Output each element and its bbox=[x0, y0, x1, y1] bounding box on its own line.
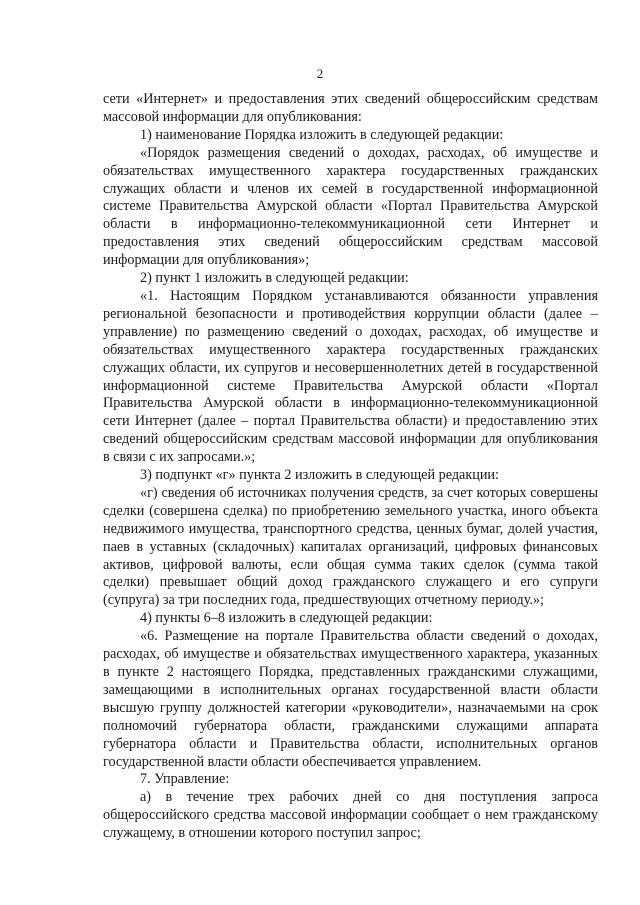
paragraph-10: 7. Управление: bbox=[140, 771, 230, 788]
paragraph-11: а) в течение трех рабочих дней со дня поступления запроса общероссийского средства массовой информации сообщает о нем гражданскому служащему, в отношении которого поступил запрос; bbox=[103, 789, 598, 842]
paragraph-7: «г) сведения об источниках получения средств, за счет которых совершены сделки (совершена сделка) по приобретению земельного участка, иного объекта недвижимого имущества, транспортного средства, ценных бумаг, долей участия, паев в уставных (складочных) капиталах организаций, цифровых финансовых активов, цифровой валюты, если общая сумма таких сделок (сумма такой сделки) превышает общий доход гражданского служащего и его супруги (супруга) за три последних года, предшествующих отчетному периоду.»; bbox=[103, 484, 598, 609]
paragraph-1: сети «Интернет» и предоставления этих сведений общероссийским средствам массовой информации для опубликования: bbox=[103, 91, 598, 125]
paragraph-3: «Порядок размещения сведений о доходах, расходах, об имуществе и обязательствах имущественного характера государственных гражданских служащих области и членов их семей в государственной информационной системе Правительства Амурской области «Портал Правительства Амурской области в информационно-телекоммуникационной сети Интернет и предоставления этих сведений общероссийским средствам массовой информации для опубликования»; bbox=[103, 144, 598, 269]
paragraph-9: «6. Размещение на портале Правительства области сведений о доходах, расходах, об имуществе и обязательствах имущественного характера, указанных в пункте 2 настоящего Порядка, представленных гражданскими служащими, замещающими в исполнительных органах государственной власти области высшую группу должностей категории «руководители», назначаемыми на срок полномочий губернатора области, гражданскими служащими аппарата губернатора области и Правительства области, исполнительных органов государственной власти области обеспечивается управлением. bbox=[103, 628, 598, 770]
document-body bbox=[103, 91, 598, 843]
paragraph-5: «1. Настоящим Порядком устанавливаются обязанности управления региональной безопасности и противодействия коррупции области (далее – управление) по размещению сведений о доходах, расходах, об имуществе и обязательствах имущественного характера государственных гражданских служащих области, их супругов и несовершеннолетних детей в государственной информационной системе Правительства Амурской области «Портал Правительства Амурской области в информационно-телекоммуникационной сети Интернет (далее – портал Правительства области) и предоставлению этих сведений общероссийским средствам массовой информации для опубликования в связи с их запросами.»; bbox=[103, 287, 598, 466]
paragraph-6: 3) подпункт «г» пункта 2 изложить в следующей редакции: bbox=[140, 467, 499, 484]
paragraph-8: 4) пункты 6–8 изложить в следующей редакции: bbox=[140, 610, 433, 627]
paragraph-2: 1) наименование Порядка изложить в следующей редакции: bbox=[140, 126, 504, 143]
page-number: 2 bbox=[316, 66, 324, 81]
paragraph-4: 2) пункт 1 изложить в следующей редакции: bbox=[140, 270, 409, 287]
